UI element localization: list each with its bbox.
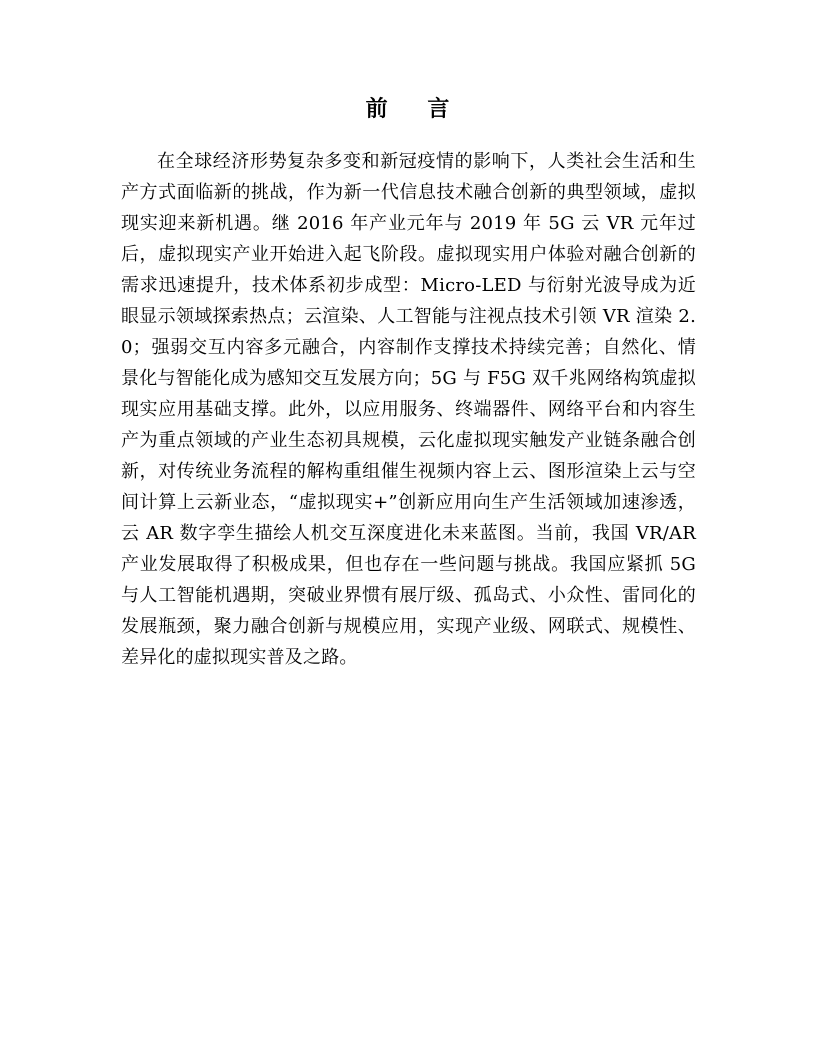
preface-paragraph: 在全球经济形势复杂多变和新冠疫情的影响下，人类社会生活和生产方式面临新的挑战，作为新一代信息技术融合创新的典型领域，虚拟现实迎来新机遇。继 2016 年产业元年与 2019 年 5G 云 VR 元年过后，虚拟现实产业开始进入起飞阶段。虚拟现实用户体验对融合创新的需求迅速提升，技术体系初步成型：Micro-LED 与衍射光波导成为近眼显示领域探索热点；云渲染、人工智能与注视点技术引领 VR 渲染 2.0；强弱交互内容多元融合，内容制作支撑技术持续完善；自然化、情景化与智能化成为感知交互发展方向；5G 与 F5G 双千兆网络构筑虚拟现实应用基础支撑。此外，以应用服务、终端器件、网络平台和内容生产为重点领域的产业生态初具规模，云化虚拟现实触发产业链条融合创新，对传统业务流程的解构重组催生视频内容上云、图形渲染上云与空间计算上云新业态，“虚拟现实+”创新应用向生产生活领域加速渗透，云 AR 数字孪生描绘人机交互深度进化未来蓝图。当前，我国 VR/AR 产业发展取得了积极成果，但也存在一些问题与挑战。我国应紧抓 5G 与人工智能机遇期，突破业界惯有展厅级、孤岛式、小众性、雷同化的发展瓶颈，聚力融合创新与规模应用，实现产业级、网联式、规模性、差异化的虚拟现实普及之路。 [121,151,696,668]
page-title: 前 言 [365,97,466,122]
